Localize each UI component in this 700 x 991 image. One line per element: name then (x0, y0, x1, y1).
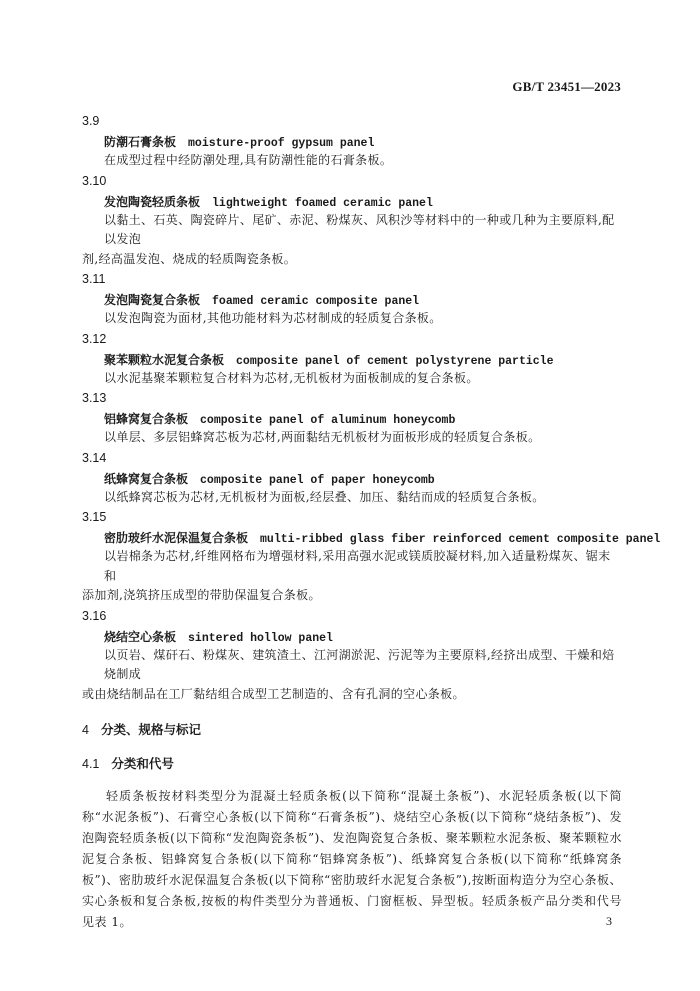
term-entry (82, 388, 622, 448)
term-definition: 以纸蜂窝芯板为芯材,无机板材为面板,经层叠、加压、黏结而成的轻质复合条板。 (104, 489, 545, 504)
clause-number: 3.9 (82, 114, 100, 128)
section-heading (82, 720, 622, 740)
term-entry (82, 507, 661, 606)
term-chinese: 烧结空心条板 (104, 629, 177, 644)
clause-number: 3.14 (82, 450, 107, 465)
term-definition: 以水泥基聚苯颗粒复合材料为芯材,无机板材为面板制成的复合条板。 (104, 370, 479, 385)
subsection-number: 4.1 (82, 757, 100, 771)
clause-number: 3.10 (82, 173, 107, 188)
term-english: moisture-proof gypsum panel (188, 137, 375, 150)
subsection-title: 分类和代号 (111, 756, 174, 771)
term-definition: 以单层、多层铝蜂窝芯板为芯材,两面黏结无机板材为面板形成的轻质复合条板。 (104, 430, 541, 444)
term-chinese: 防潮石膏条板 (104, 135, 177, 149)
term-definition-continued: 添加剂,浇筑挤压成型的带肋保温复合条板。 (82, 588, 321, 602)
term-chinese: 密肋玻纤水泥保温复合条板 (104, 531, 249, 545)
term-chinese: 发泡陶瓷复合条板 (104, 293, 201, 307)
clause-number: 3.13 (82, 391, 107, 405)
clause-number: 3.16 (82, 608, 107, 623)
term-definition-continued: 剂,经高温发泡、烧成的轻质陶瓷条板。 (82, 251, 297, 266)
term-english: lightweight foamed ceramic panel (212, 196, 433, 210)
term-english: composite panel of aluminum honeycomb (200, 414, 456, 427)
page-number: 3 (606, 914, 612, 928)
term-chinese: 发泡陶瓷轻质条板 (104, 194, 201, 209)
section-number: 4 (82, 723, 89, 737)
term-definition: 在成型过程中经防潮处理,具有防潮性能的石膏条板。 (104, 153, 393, 167)
term-entry (82, 329, 622, 389)
term-english: foamed ceramic composite panel (212, 295, 420, 308)
standard-code-header: GB/T 23451—2023 (512, 79, 621, 94)
term-chinese: 铝蜂窝复合条板 (104, 412, 189, 426)
body-paragraph: 轻质条板按材料类型分为混凝土轻质条板(以下简称“混凝土条板”)、水泥轻质条板(以下简称“水泥条板”)、石膏空心条板(以下简称“石膏条板”)、烧结空心条板(以下简称“烧结条板”)、发泡陶瓷轻质条板(以下简称“发泡陶瓷条板”)、发泡陶瓷复合条板、聚苯颗粒水泥条板、聚苯颗粒水泥复合条板、铝蜂窝复合条板(以下简称“铝蜂窝条板”)、纸蜂窝复合条板(以下简称“纸蜂窝条板”)、密肋玻纤水泥保温复合条板(以下简称“密肋玻纤水泥复合条板”),按断面构造分为空心条板、实心条板和复合条板,按板的构件类型分为普通板、门窗框板、异型板。轻质条板产品分类和代号见表 1。 (82, 789, 622, 929)
clause-number: 3.15 (82, 510, 107, 524)
term-entry (82, 171, 622, 270)
term-english: composite panel of cement polystyrene particle (236, 354, 554, 368)
document-body (82, 111, 661, 933)
term-definition: 以页岩、煤矸石、粉煤灰、建筑渣土、江河湖淤泥、污泥等为主要原料,经挤出成型、干燥和焙烧制成 (104, 647, 615, 681)
term-definition: 以岩棉条为芯材,纤维网格布为增强材料,采用高强水泥或镁质胶凝材料,加入适量粉煤灰、锯末和 (104, 549, 611, 583)
term-definition: 以发泡陶瓷为面材,其他功能材料为芯材制成的轻质复合条板。 (104, 311, 442, 325)
term-chinese: 聚苯颗粒水泥复合条板 (104, 352, 225, 367)
term-entry (82, 111, 622, 171)
term-entry (82, 606, 622, 705)
term-english: sintered hollow panel (188, 631, 333, 645)
term-definition-continued: 或由烧结制品在工厂黏结组合成型工艺制造的、含有孔洞的空心条板。 (82, 686, 465, 701)
clause-number: 3.11 (82, 272, 106, 286)
term-entry (82, 269, 622, 329)
subsection-heading (82, 754, 622, 774)
term-english: composite panel of paper honeycomb (200, 473, 435, 487)
term-entry (82, 448, 622, 508)
section-title: 分类、规格与标记 (100, 722, 201, 737)
term-definition: 以黏土、石英、陶瓷碎片、尾矿、赤泥、粉煤灰、风积沙等材料中的一种或几种为主要原料,配以发泡 (104, 212, 615, 246)
clause-number: 3.12 (82, 331, 107, 346)
term-chinese: 纸蜂窝复合条板 (104, 471, 189, 486)
term-english: multi-ribbed glass fiber reinforced cement composite panel (260, 533, 661, 546)
